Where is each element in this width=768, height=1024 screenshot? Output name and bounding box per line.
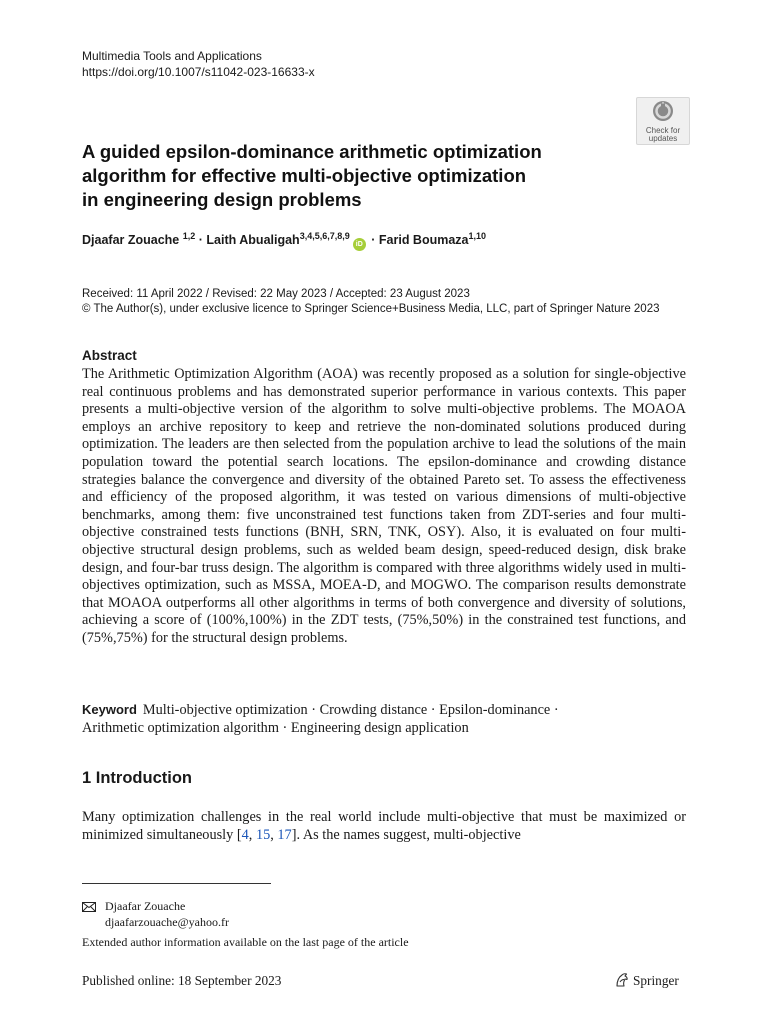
author-name[interactable]: Farid Boumaza xyxy=(378,233,469,247)
received-revised-accepted: Received: 11 April 2022 / Revised: 22 May 2023 / Accepted: 23 August 2023 xyxy=(82,288,470,300)
check-badge-line1: Check for xyxy=(645,126,681,135)
journal-info xyxy=(82,48,315,80)
published-online-date: Published online: 18 September 2023 xyxy=(82,973,282,988)
corresponding-author-email[interactable]: djaafarzouache@yahoo.fr xyxy=(105,914,229,929)
author-affiliation: 1,2 xyxy=(182,231,196,241)
abstract-heading: Abstract xyxy=(82,348,137,363)
abstract-text: The Arithmetic Optimization Algorithm (AOA) was recently proposed as a solution for single-objective real continuous problems and has demonstrated superior performance in various contexts. This paper presents a multi-objective version of the algorithm to solve multi-objective problems. The MOAOA employs an archive repository to keep and retrieve the non-dominated solutions produced during optimization. The leaders are then selected from the population archive to lead the solutions of the main population toward the potential search locations. The epsilon-dominance and crowding distance strategies balance the convergence and diversity of the obtained Pareto set. To assess the effectiveness and efficiency of the proposed algorithm, it was tested on various dimensions of multi-objective benchmarks, among them: five unconstrained test functions taken from ZDT-series and four multi-objective constrained tests functions (BNH, SRN, TNK, OSY). Also, it is evaluated on four multi-objective structural design problems, such as welded beam design, speed-reduced design, disk brake design, and four-bar truss design. The algorithm is compared with three algorithms widely used in multi-objectives optimization, such as MSSA, MOEA-D, and MOGWO. The comparison results demonstrate that MOAOA outperforms all other algorithms in terms of both convergence and diversity of solutions, achieving a score of (100%,100%) in the ZDT tests, (75%,50%) in the constrained test functions, and (75%,75%) for the structural design problems. xyxy=(82,366,686,646)
intro-text: Many optimization challenges in the real world include multi-objective that must be maximized or minimized simultaneously [ xyxy=(82,809,686,844)
title-line-3: in engineering design problems xyxy=(82,189,362,210)
check-for-updates-badge[interactable] xyxy=(636,97,690,145)
author-separator: · xyxy=(371,233,376,247)
keywords-line-1: Multi-objective optimization · Crowding distance · Epsilon-dominance · xyxy=(142,702,559,718)
check-badge-line2: updates xyxy=(648,134,678,143)
title-line-1: A guided epsilon-dominance arithmetic optimization xyxy=(82,141,542,162)
envelope-icon xyxy=(82,902,96,912)
author-affiliation: 3,4,5,6,7,8,9 xyxy=(299,231,350,241)
corresponding-author-name: Djaafar Zouache xyxy=(105,899,186,913)
author-name[interactable]: Laith Abualigah xyxy=(206,233,300,247)
citation-separator: , xyxy=(270,827,278,844)
footnote-divider xyxy=(82,883,271,884)
citation-link[interactable]: 17 xyxy=(277,827,292,844)
citation-link[interactable]: 4 xyxy=(241,827,249,844)
paper-title xyxy=(82,140,622,212)
article-history xyxy=(82,287,660,317)
keywords-block xyxy=(82,701,686,737)
author-affiliation: 1,10 xyxy=(468,231,487,241)
doi-link[interactable]: https://doi.org/10.1007/s11042-023-16633-x xyxy=(82,65,315,79)
keywords-label: Keyword xyxy=(82,702,137,717)
author-separator: · xyxy=(198,233,203,247)
copyright-notice: © The Author(s), under exclusive licence to Springer Science+Business Media, LLC, part of Springer Nature 2023 xyxy=(82,303,660,315)
intro-text-continued: ]. As the names suggest, multi-objective xyxy=(291,827,521,844)
orcid-icon[interactable]: iD xyxy=(353,238,366,251)
springer-logo xyxy=(614,972,679,989)
author-name[interactable]: Djaafar Zouache xyxy=(82,233,180,247)
publisher-name: Springer xyxy=(633,973,679,988)
citation-separator: , xyxy=(248,827,256,844)
journal-name: Multimedia Tools and Applications xyxy=(82,49,262,63)
title-line-2: algorithm for effective multi-objective optimization xyxy=(82,165,527,186)
section-heading-introduction: 1 Introduction xyxy=(82,769,192,787)
citation-link[interactable]: 15 xyxy=(255,827,271,844)
check-for-updates-icon xyxy=(652,100,674,122)
author-list xyxy=(82,231,486,251)
corresponding-author xyxy=(82,899,229,930)
springer-horse-icon xyxy=(614,972,630,988)
introduction-paragraph xyxy=(82,808,686,845)
keywords-line-2: Arithmetic optimization algorithm · Engineering design application xyxy=(82,719,469,736)
extended-author-info: Extended author information available on the last page of the article xyxy=(82,935,409,949)
